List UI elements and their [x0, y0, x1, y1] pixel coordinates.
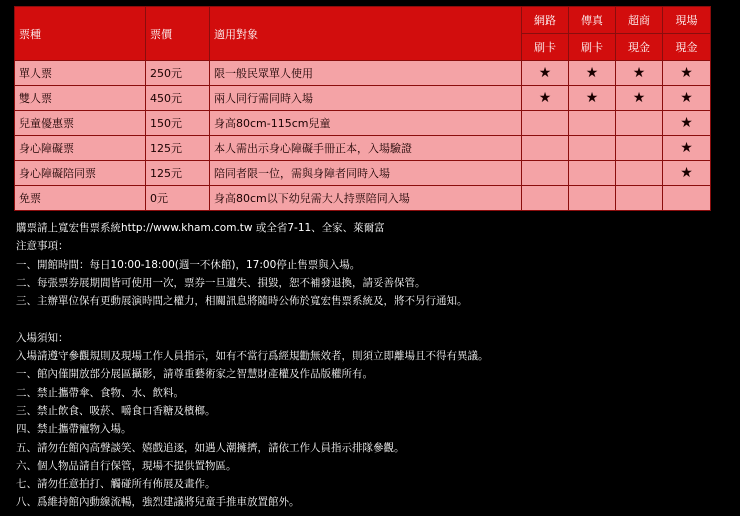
- header-price: 票價: [146, 7, 210, 61]
- ticket-type: 兒童優惠票: [15, 111, 146, 136]
- entry-item: 八、爲維持館內動線流暢，強烈建議將兒童手推車放置館外。: [16, 496, 300, 509]
- star-mark: ★: [616, 86, 663, 111]
- entry-item: 五、請勿在館內高聲談笑、嬉戲追逐，如遇人潮擁擠，請依工作人員指示排隊參觀。: [16, 441, 405, 454]
- star-mark: [522, 111, 569, 136]
- notes-section: [16, 219, 489, 512]
- star-mark: ★: [522, 61, 569, 86]
- caution-item: 二、每張票券展期間皆可使用一次，票券一旦遺失、損毀，恕不補發退換，請妥善保管。: [16, 276, 426, 289]
- ticket-type: 免票: [15, 186, 146, 211]
- table-row: [15, 111, 711, 136]
- entry-item: 七、請勿任意拍打、觸碰所有佈展及畫作。: [16, 478, 216, 491]
- star-mark: ★: [663, 161, 711, 186]
- star-mark: ★: [663, 136, 711, 161]
- star-mark: [663, 186, 711, 211]
- ticket-type: 身心障礙票: [15, 136, 146, 161]
- ticket-target: 身高80cm-115cm兒童: [210, 111, 522, 136]
- header-payment-fax: 刷卡: [569, 34, 616, 61]
- star-mark: [616, 111, 663, 136]
- entry-intro: 入場請遵守參觀規則及現場工作人員指示，如有不當行爲經規勸無效者，則須立即離場且不得有異議。: [16, 350, 489, 363]
- star-mark: [569, 136, 616, 161]
- header-target: 適用對象: [210, 7, 522, 61]
- ticket-price: 125元: [146, 136, 210, 161]
- ticket-type: 單人票: [15, 61, 146, 86]
- purchase-info: 購票請上寬宏售票系統http://www.kham.com.tw 或全省7-11、全家、萊爾富: [16, 222, 385, 234]
- header-payment-online: 刷卡: [522, 34, 569, 61]
- star-mark: ★: [569, 86, 616, 111]
- entry-item: 四、禁止攜帶寵物入場。: [16, 423, 132, 436]
- star-mark: [616, 186, 663, 211]
- table-header-row: [15, 7, 711, 34]
- entry-item: 一、館內僅開放部分展區攝影，請尊重藝術家之智慧財產權及作品版權所有。: [16, 368, 373, 381]
- ticket-target: 身高80cm以下幼兒需大人持票陪同入場: [210, 186, 522, 211]
- caution-item: 一、開館時間：每日10:00-18:00(週一不休館)，17:00停止售票與入場。: [16, 258, 361, 271]
- table-row: [15, 161, 711, 186]
- star-mark: ★: [663, 61, 711, 86]
- star-mark: [569, 111, 616, 136]
- star-mark: [522, 136, 569, 161]
- ticket-price: 450元: [146, 86, 210, 111]
- star-mark: [616, 136, 663, 161]
- header-payment-onsite: 現金: [663, 34, 711, 61]
- ticket-type: 雙人票: [15, 86, 146, 111]
- star-mark: [569, 161, 616, 186]
- star-mark: ★: [663, 111, 711, 136]
- ticket-price: 150元: [146, 111, 210, 136]
- star-mark: ★: [569, 61, 616, 86]
- ticket-target: 限一般民眾單人使用: [210, 61, 522, 86]
- ticket-price: 250元: [146, 61, 210, 86]
- ticket-price: 125元: [146, 161, 210, 186]
- ticket-target: 本人需出示身心障礙手冊正本，入場驗證: [210, 136, 522, 161]
- table-row: [15, 186, 711, 211]
- header-channel-onsite: 現場: [663, 7, 711, 34]
- star-mark: [522, 186, 569, 211]
- ticket-target: 兩人同行需同時入場: [210, 86, 522, 111]
- star-mark: [569, 186, 616, 211]
- table-row: [15, 136, 711, 161]
- star-mark: ★: [663, 86, 711, 111]
- entry-item: 三、禁止飲食、吸菸、嚼食口香糖及檳榔。: [16, 404, 216, 417]
- ticket-type: 身心障礙陪同票: [15, 161, 146, 186]
- header-channel-convenience-store: 超商: [616, 7, 663, 34]
- caution-title: 注意事項：: [16, 240, 69, 253]
- star-mark: [616, 161, 663, 186]
- star-mark: [522, 161, 569, 186]
- header-channel-online: 網路: [522, 7, 569, 34]
- spacer: [16, 310, 489, 328]
- star-mark: ★: [616, 61, 663, 86]
- entry-title: 入場須知：: [16, 331, 69, 344]
- table-row: [15, 61, 711, 86]
- ticket-target: 陪同者限一位，需與身障者同時入場: [210, 161, 522, 186]
- header-ticket-type: 票種: [15, 7, 146, 61]
- caution-item: 三、主辦單位保有更動展演時間之權力，相關訊息將隨時公佈於寬宏售票系統及，將不另行通知。: [16, 295, 468, 308]
- ticket-price: 0元: [146, 186, 210, 211]
- star-mark: ★: [522, 86, 569, 111]
- entry-item: 六、個人物品請自行保管，現場不提供置物區。: [16, 459, 237, 472]
- table-row: [15, 86, 711, 111]
- ticket-price-table: [14, 6, 711, 211]
- entry-item: 二、禁止攜帶傘、食物、水、飲料。: [16, 386, 184, 399]
- header-payment-convenience-store: 現金: [616, 34, 663, 61]
- header-channel-fax: 傳真: [569, 7, 616, 34]
